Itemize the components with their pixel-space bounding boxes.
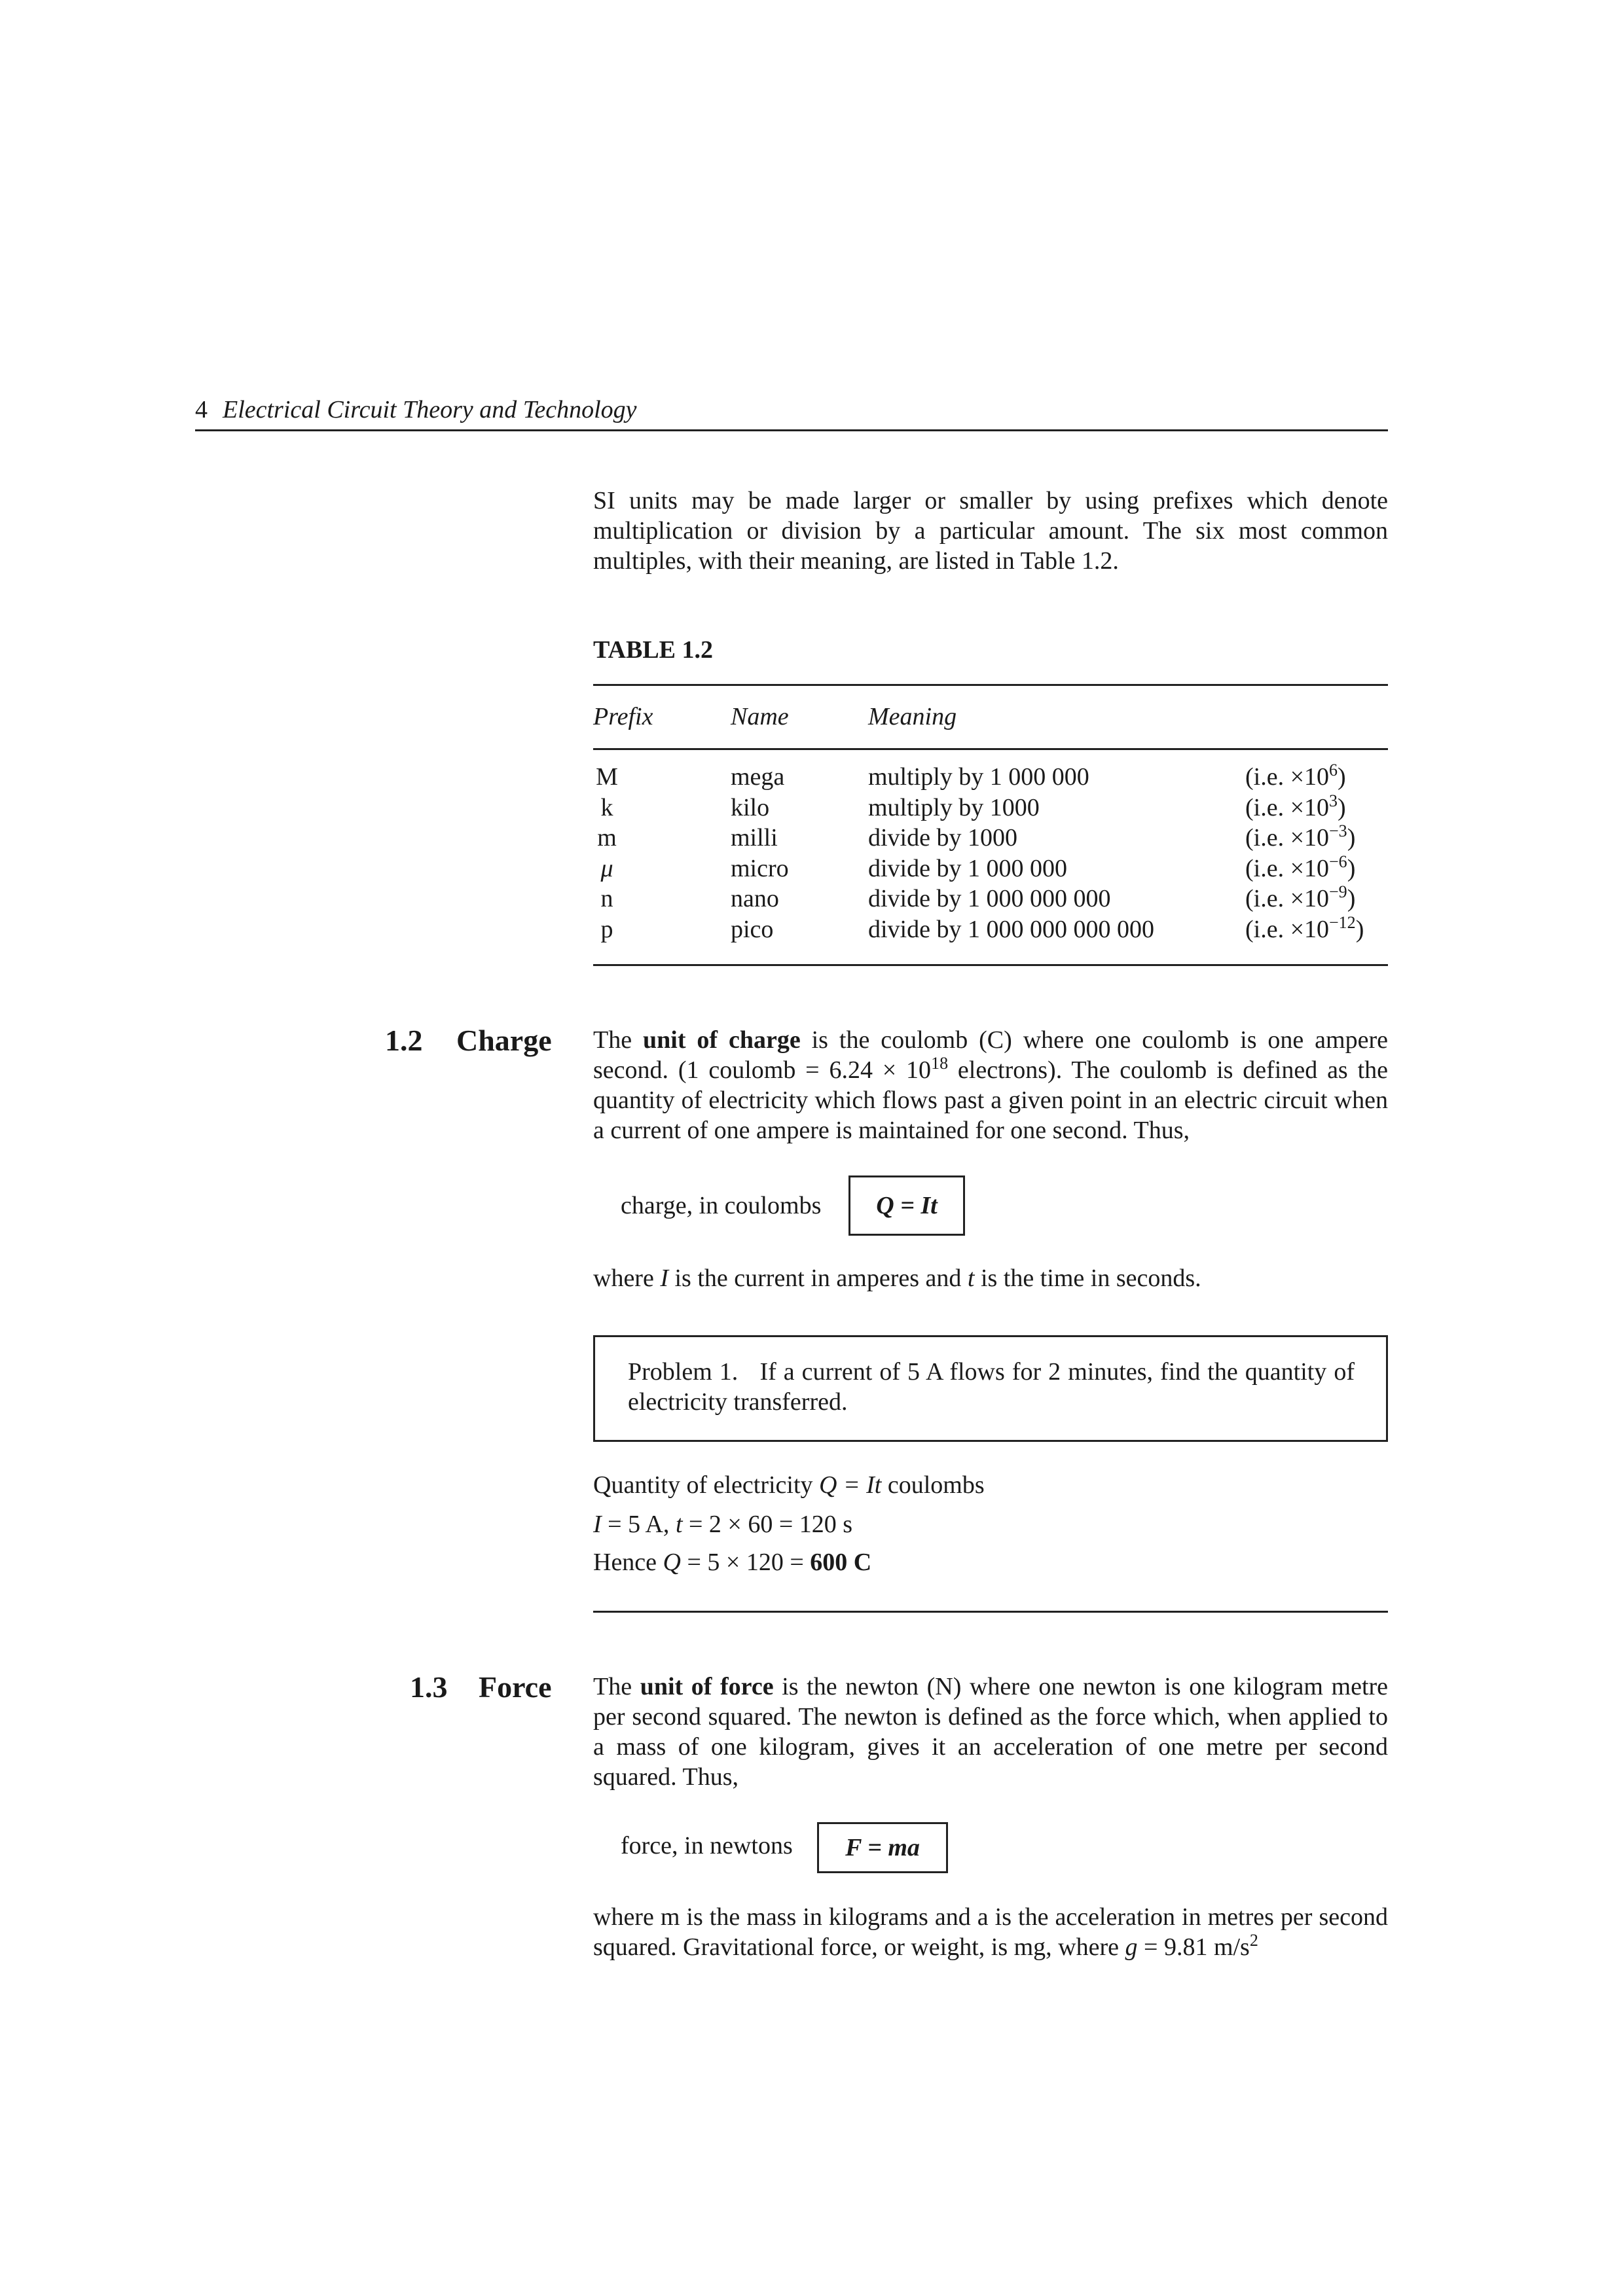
- cell-name: milli: [731, 824, 778, 852]
- force-formula-label: force, in newtons: [621, 1832, 793, 1859]
- table-row: [593, 793, 1388, 823]
- force-paragraph: The unit of force is the newton (N) where one newton is one kilogram metre per second squared. The newton is defined as the force which, when applied to a mass of one kilogram, gives it an acceleration of one metre per second squared. Thus,: [593, 1673, 1389, 1791]
- solution-end-rule: [593, 1611, 1388, 1613]
- section-heading-force: Force: [479, 1670, 552, 1704]
- table-header-meaning: Meaning: [868, 703, 957, 730]
- cell-prefix: p: [600, 915, 613, 943]
- table-top-rule: [593, 684, 1388, 686]
- section-heading-charge: Charge: [456, 1024, 552, 1057]
- cell-meaning: divide by 1 000 000: [868, 854, 1067, 882]
- cell-power: (i.e. $\times 10^{-3}$): [1245, 821, 1356, 852]
- solution-line-3: Hence Q = 5 × 120 = 600 C: [593, 1549, 872, 1576]
- cell-meaning: divide by 1000: [868, 824, 1017, 852]
- cell-prefix: μ: [600, 854, 613, 882]
- cell-prefix: m: [597, 824, 617, 852]
- cell-meaning: multiply by 1000: [868, 793, 1040, 821]
- page-number: 4: [195, 396, 208, 423]
- cell-prefix: n: [600, 885, 613, 913]
- table-body: [593, 762, 1388, 945]
- force-term: unit of force: [640, 1673, 774, 1700]
- running-header: [195, 390, 1388, 431]
- cell-prefix: M: [596, 763, 618, 791]
- section-number-charge: 1.2: [385, 1024, 423, 1057]
- intro-paragraph: [593, 486, 1388, 576]
- cell-name: kilo: [731, 793, 770, 821]
- force-after-paragraph: where m is the mass in kilograms and a is the acceleration in metres per second squared. Gravitational force, or weight, is mg, where g = 9.81 $m/s^2$: [593, 1903, 1388, 1961]
- table-row: [593, 914, 1388, 945]
- cell-prefix: k: [600, 793, 613, 821]
- charge-term: unit of charge: [643, 1026, 801, 1054]
- charge-paragraph: The unit of charge is the coulomb (C) where one coulomb is one ampere second. (1 coulomb = $6.24 \times 10^{18}$ electrons). The coulomb is defined as the quantity of electricity which flows past a given point in an electric circuit when a current of one ampere is maintained for one second. Thus,: [593, 1026, 1388, 1144]
- intro-text: SI units may be made larger or smaller by using prefixes which denote multiplication or division by a particular amount. The six most common multiples, with their meaning, are listed in Table 1.2.: [593, 487, 1388, 575]
- table-bottom-rule: [593, 964, 1388, 966]
- table-row: [593, 762, 1388, 793]
- table-header-name: Name: [731, 703, 789, 730]
- cell-name: pico: [731, 915, 774, 943]
- table-row: [593, 823, 1388, 853]
- force-formula-box: F = ma: [817, 1822, 948, 1873]
- solution-line-2: I = 5 A, t = 2 × 60 = 120 s: [593, 1511, 853, 1538]
- cell-name: micro: [731, 854, 789, 882]
- book-title: Electrical Circuit Theory and Technology: [223, 396, 637, 423]
- cell-meaning: divide by 1 000 000 000 000: [868, 915, 1154, 943]
- table-header-rule: [593, 748, 1388, 750]
- charge-formula-label: charge, in coulombs: [621, 1192, 822, 1219]
- cell-power: (i.e. $\times 10^{-9}$): [1245, 882, 1356, 913]
- table-header-prefix: Prefix: [593, 703, 653, 730]
- cell-meaning: multiply by 1 000 000: [868, 763, 1089, 791]
- cell-name: nano: [731, 885, 779, 913]
- table-header-row: [593, 702, 1388, 732]
- charge-formula-box: Q = It: [848, 1175, 965, 1236]
- problem-label: Problem 1.: [628, 1358, 739, 1386]
- solution-line-1: Quantity of electricity Q = It coulombs: [593, 1471, 985, 1499]
- table-row: [593, 884, 1388, 914]
- problem-box: [593, 1335, 1388, 1442]
- cell-name: mega: [731, 763, 785, 791]
- problem-text: If a current of 5 A flows for 2 minutes, find the quantity of electricity transferred.: [628, 1358, 1355, 1416]
- charge-after-paragraph: where I is the current in amperes and t is the time in seconds.: [593, 1265, 1201, 1292]
- solution-result: 600 C: [810, 1549, 872, 1576]
- cell-meaning: divide by 1 000 000 000: [868, 885, 1111, 913]
- cell-power: (i.e. $\times 10^{-6}$): [1245, 852, 1356, 882]
- table-row: [593, 853, 1388, 884]
- section-number-force: 1.3: [410, 1670, 448, 1704]
- cell-power: (i.e. $\times 10^3$): [1245, 791, 1346, 821]
- cell-power: (i.e. $\times 10^{-12}$): [1245, 912, 1364, 943]
- table-title: TABLE 1.2: [593, 636, 714, 664]
- cell-power: (i.e. $\times 10^6$): [1245, 761, 1346, 791]
